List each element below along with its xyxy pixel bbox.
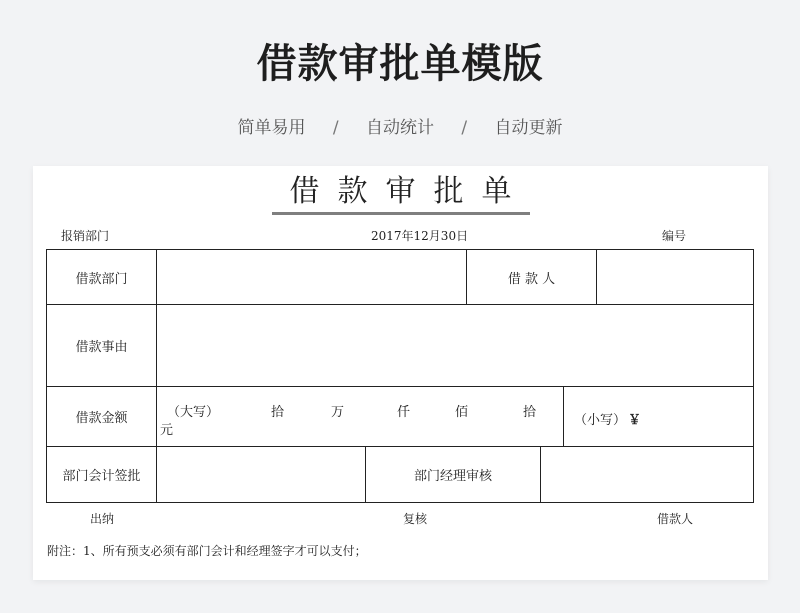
review-label: 复核 bbox=[403, 512, 428, 526]
borrow-dept-field[interactable] bbox=[156, 250, 466, 304]
dept-manager-label: 部门经理审核 bbox=[365, 447, 540, 502]
unit-shi: 拾 bbox=[271, 405, 285, 420]
form-sheet bbox=[33, 166, 768, 580]
unit-shi-2: 拾 bbox=[523, 405, 537, 420]
separator: / bbox=[461, 118, 468, 138]
amount-upper-field[interactable] bbox=[156, 387, 563, 446]
dept-accountant-label: 部门会计签批 bbox=[62, 469, 141, 484]
page-title: 借款审批单模版 bbox=[256, 41, 544, 87]
row-approval bbox=[46, 446, 754, 503]
unit-qian: 仟 bbox=[397, 405, 411, 420]
feature-tagline bbox=[0, 113, 800, 138]
borrow-dept-label: 借款部门 bbox=[75, 271, 128, 287]
dept-manager-field[interactable] bbox=[540, 447, 753, 502]
row-dept-person bbox=[46, 249, 754, 305]
borrower-field[interactable] bbox=[596, 250, 753, 304]
dept-accountant-field[interactable] bbox=[156, 447, 365, 502]
serial-number-label: 编号 bbox=[662, 229, 687, 243]
separator: / bbox=[332, 118, 339, 138]
borrow-amount-label: 借款金额 bbox=[75, 411, 128, 426]
lower-case-label: （小写） bbox=[574, 413, 627, 428]
row-reason bbox=[46, 304, 754, 387]
cashier-label: 出纳 bbox=[90, 512, 115, 526]
unit-bai: 佰 bbox=[455, 405, 469, 420]
feature-auto-stats: 自动统计 bbox=[366, 118, 434, 138]
borrow-reason-label: 借款事由 bbox=[75, 340, 128, 355]
unit-yuan: 元 bbox=[160, 423, 174, 438]
borrow-reason-field[interactable] bbox=[156, 305, 753, 386]
borrower-sign-label: 借款人 bbox=[657, 512, 694, 526]
unit-wan: 万 bbox=[331, 405, 345, 420]
amount-lower-field[interactable] bbox=[563, 387, 753, 446]
borrower-label: 借 款 人 bbox=[466, 250, 596, 304]
reimburse-dept-label: 报销部门 bbox=[61, 229, 110, 243]
feature-auto-update: 自动更新 bbox=[494, 118, 563, 138]
form-date: 2017年12月30日 bbox=[371, 229, 469, 243]
upper-case-label: （大写） bbox=[167, 405, 220, 420]
form-title-text: 借款审批单 bbox=[272, 174, 530, 215]
footnote: 附注：1、所有预支必须有部门会计和经理签字才可以支付； bbox=[47, 544, 367, 558]
feature-easy: 简单易用 bbox=[237, 118, 306, 138]
row-amount bbox=[46, 386, 754, 447]
yuan-icon: ￥ bbox=[628, 413, 642, 428]
form-title bbox=[33, 174, 768, 215]
